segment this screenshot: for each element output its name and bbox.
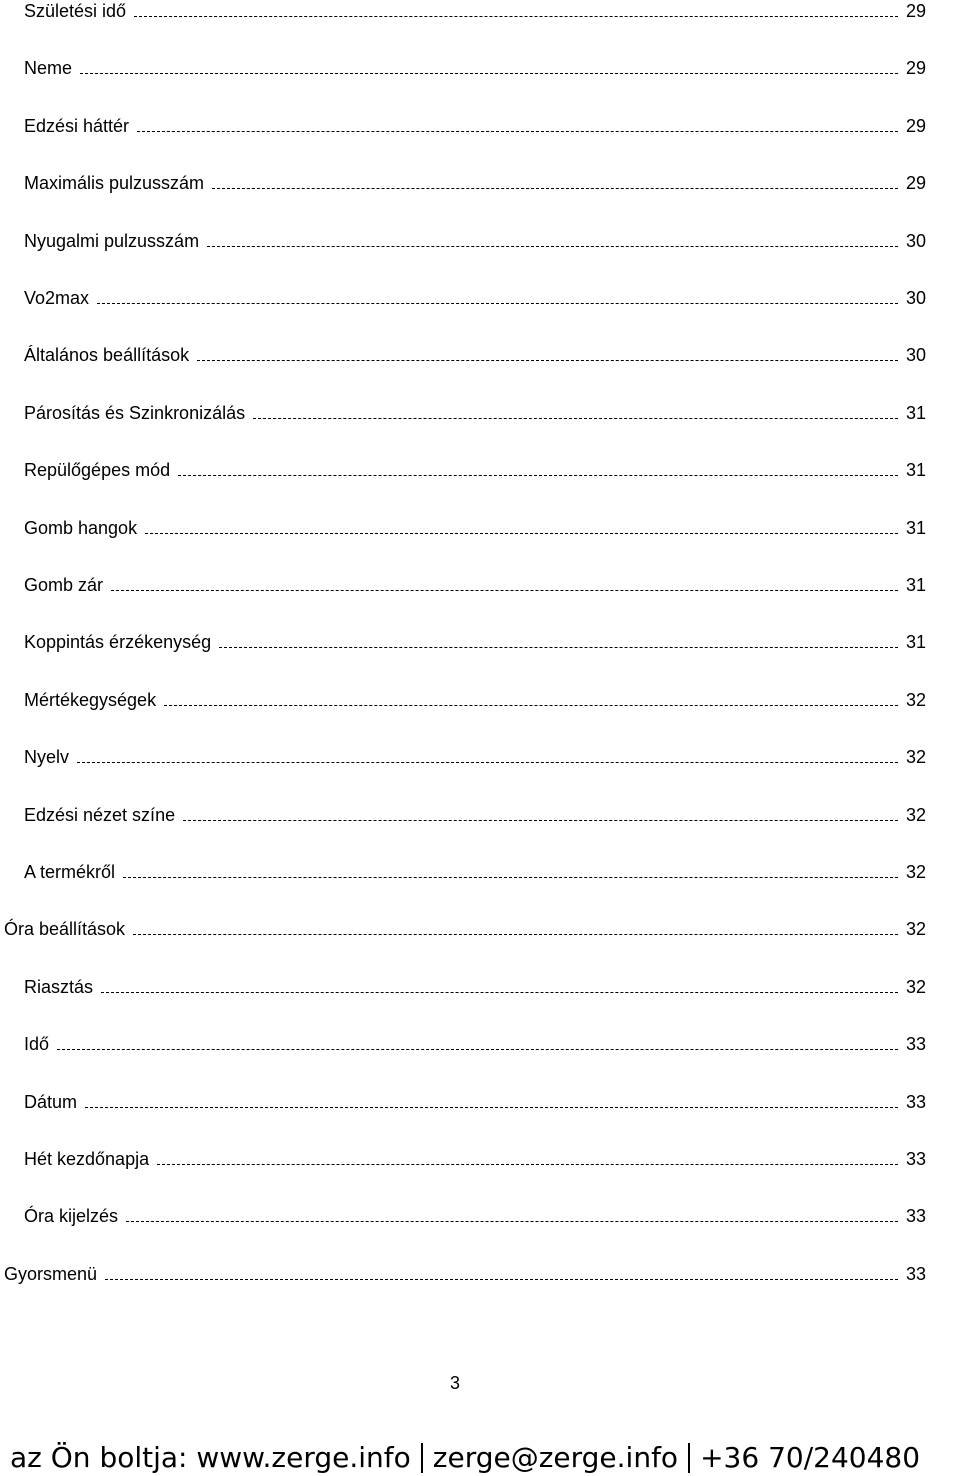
toc-entry[interactable] [0, 1263, 960, 1287]
toc-entry-page: 32 [905, 805, 926, 825]
toc-entry-title: Edzési háttér [24, 116, 130, 136]
toc-entry-page: 32 [905, 862, 926, 882]
page-number: 3 [449, 1373, 460, 1393]
toc-entry-title: Repülőgépes mód [24, 460, 171, 480]
footer-phone: +36 70/240480 [700, 1441, 921, 1474]
toc-entry[interactable] [0, 1091, 960, 1115]
toc-dot-leader [178, 475, 898, 476]
toc-dot-leader [126, 1221, 898, 1222]
toc-dot-leader [123, 877, 898, 878]
toc-dot-leader [134, 16, 898, 17]
toc-dot-leader [101, 992, 898, 993]
toc-dot-leader [145, 533, 898, 534]
toc-entry[interactable] [0, 517, 960, 541]
toc-entry-title: Neme [24, 58, 73, 78]
footer-shop-link[interactable]: az Ön boltja: www.zerge.info [10, 1441, 411, 1474]
toc-dot-leader [85, 1107, 898, 1108]
toc-dot-leader [157, 1164, 898, 1165]
toc-entry-title: Óra kijelzés [24, 1206, 119, 1226]
toc-entry-title: Riasztás [24, 977, 94, 997]
toc-entry-page: 30 [905, 288, 926, 308]
toc-entry-page: 30 [905, 231, 926, 251]
toc-entry[interactable] [0, 287, 960, 311]
toc-entry-title: Vo2max [24, 288, 90, 308]
toc-dot-leader [97, 303, 898, 304]
toc-entry-title: Idő [24, 1034, 50, 1054]
toc-entry-title: Koppintás érzékenység [24, 632, 212, 652]
toc-dot-leader [133, 934, 898, 935]
toc-entry[interactable] [0, 689, 960, 713]
toc-dot-leader [197, 360, 898, 361]
toc-entry-page: 29 [905, 173, 926, 193]
toc-entry[interactable] [0, 1148, 960, 1172]
toc-entry[interactable] [0, 115, 960, 139]
toc-entry-page: 29 [905, 116, 926, 136]
toc-entry[interactable] [0, 746, 960, 770]
toc-entry[interactable] [0, 0, 960, 24]
toc-dot-leader [219, 647, 898, 648]
toc-dot-leader [77, 762, 898, 763]
toc-entry-title: Születési idő [24, 1, 127, 21]
toc-entry-page: 29 [905, 58, 926, 78]
toc-dot-leader [253, 418, 898, 419]
toc-entry[interactable] [0, 57, 960, 81]
toc-entry-page: 32 [905, 690, 926, 710]
toc-entry[interactable] [0, 172, 960, 196]
toc-dot-leader [111, 590, 898, 591]
toc-dot-leader [212, 188, 898, 189]
toc-entry-page: 32 [905, 747, 926, 767]
toc-entry-title: Párosítás és Szinkronizálás [24, 403, 246, 423]
footer-separator [421, 1443, 423, 1473]
footer-email-link[interactable]: zerge@zerge.info [432, 1441, 679, 1474]
toc-entry-page: 33 [905, 1264, 926, 1284]
toc-entry[interactable] [0, 230, 960, 254]
toc-dot-leader [105, 1279, 898, 1280]
toc-entry[interactable] [0, 976, 960, 1000]
toc-dot-leader [183, 820, 898, 821]
toc-entry-title: Általános beállítások [24, 345, 190, 365]
toc-entry[interactable] [0, 631, 960, 655]
toc-entry-page: 33 [905, 1206, 926, 1226]
toc-entry-page: 29 [905, 1, 926, 21]
toc-entry[interactable] [0, 344, 960, 368]
toc-entry-title: Dátum [24, 1092, 78, 1112]
toc-entry-title: A termékről [24, 862, 116, 882]
toc-entry-page: 31 [905, 403, 926, 423]
toc-dot-leader [57, 1049, 898, 1050]
toc-entry[interactable] [0, 1033, 960, 1057]
toc-dot-leader [137, 131, 898, 132]
toc-entry-title: Mértékegységek [24, 690, 157, 710]
toc-entry-title: Gyorsmenü [4, 1264, 98, 1284]
toc-dot-leader [207, 246, 898, 247]
toc-entry[interactable] [0, 574, 960, 598]
toc-entry-page: 33 [905, 1034, 926, 1054]
toc-entry-page: 32 [905, 919, 926, 939]
footer [10, 1440, 920, 1476]
toc-entry-title: Nyelv [24, 747, 70, 767]
toc-entry-page: 31 [905, 460, 926, 480]
toc-entry[interactable] [0, 459, 960, 483]
toc-entry-page: 31 [905, 575, 926, 595]
toc-entry-page: 33 [905, 1092, 926, 1112]
toc-entry-page: 30 [905, 345, 926, 365]
toc-entry-page: 32 [905, 977, 926, 997]
toc-entry[interactable] [0, 1205, 960, 1229]
toc-entry[interactable] [0, 402, 960, 426]
toc-entry-page: 33 [905, 1149, 926, 1169]
toc-entry[interactable] [0, 918, 960, 942]
toc-entry-title: Gomb zár [24, 575, 104, 595]
toc-entry[interactable] [0, 804, 960, 828]
toc-entry[interactable] [0, 861, 960, 885]
toc-entry-title: Hét kezdőnapja [24, 1149, 150, 1169]
toc-dot-leader [80, 73, 898, 74]
toc-entry-title: Edzési nézet színe [24, 805, 176, 825]
toc-entry-page: 31 [905, 632, 926, 652]
toc-entry-title: Nyugalmi pulzusszám [24, 231, 200, 251]
toc-entry-title: Gomb hangok [24, 518, 138, 538]
toc-entry-title: Maximális pulzusszám [24, 173, 205, 193]
footer-separator [688, 1443, 690, 1473]
toc-dot-leader [164, 705, 898, 706]
toc-entry-page: 31 [905, 518, 926, 538]
toc-entry-title: Óra beállítások [4, 919, 126, 939]
